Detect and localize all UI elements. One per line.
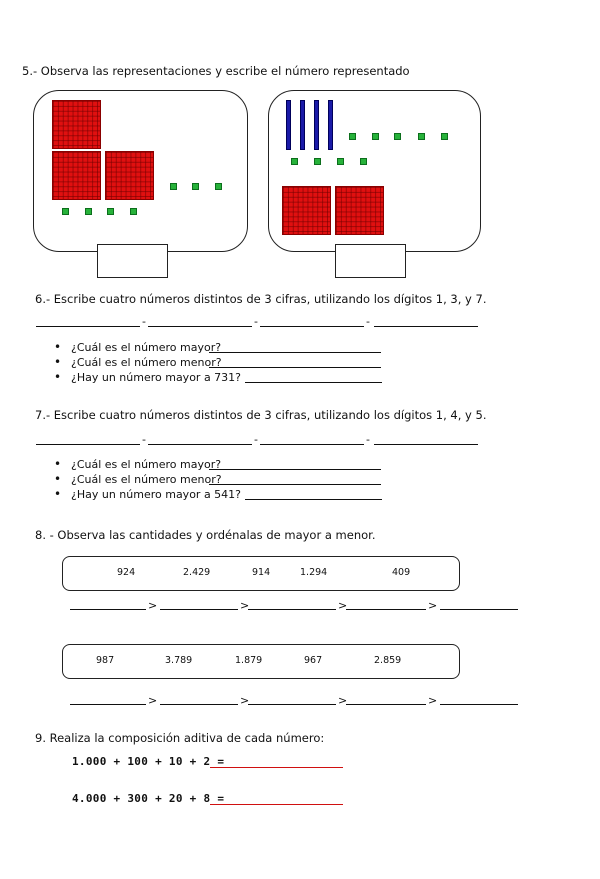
answer-line[interactable] [260, 444, 364, 445]
answer-line[interactable] [374, 326, 478, 327]
answer-line[interactable] [440, 704, 518, 705]
number: 2.429 [183, 567, 211, 578]
unit-cube [394, 133, 401, 140]
answer-line[interactable] [209, 352, 381, 353]
greater-than: > [428, 599, 438, 612]
base10-panel-2 [268, 90, 481, 252]
number: 409 [392, 567, 411, 578]
number: 1.294 [300, 567, 328, 578]
bullet-question: • ¿Cuál es el número mayor? [71, 458, 221, 471]
bullet-question: • ¿Cuál es el número menor? [71, 473, 222, 486]
answer-line[interactable] [70, 704, 146, 705]
q6-title: 6.- Escribe cuatro números distintos de 3 cifras, utilizando los dígitos 1, 3, y 7. [35, 292, 487, 306]
hundred-block [282, 186, 331, 235]
number: 3.789 [165, 655, 193, 666]
hundred-block [52, 151, 101, 200]
ten-rod [328, 100, 333, 150]
answer-line[interactable] [148, 444, 252, 445]
answer-line[interactable] [374, 444, 478, 445]
answer-line[interactable] [248, 609, 336, 610]
unit-cube [62, 208, 69, 215]
answer-line[interactable] [209, 484, 381, 485]
q9-title: 9. Realiza la composición aditiva de cada número: [35, 731, 325, 745]
unit-cube [441, 133, 448, 140]
unit-cube [360, 158, 367, 165]
separator: - [254, 315, 258, 328]
answer-line[interactable] [245, 382, 382, 383]
separator: - [366, 433, 370, 446]
unit-cube [291, 158, 298, 165]
unit-cube [337, 158, 344, 165]
separator: - [142, 433, 146, 446]
hundred-block [52, 100, 101, 149]
unit-cube [85, 208, 92, 215]
answer-line[interactable] [248, 704, 336, 705]
greater-than: > [338, 694, 348, 707]
answer-box-1[interactable] [97, 244, 168, 278]
greater-than: > [148, 694, 158, 707]
greater-than: > [148, 599, 158, 612]
bullet-question: • ¿Cuál es el número mayor? [71, 341, 221, 354]
hundred-block [105, 151, 154, 200]
answer-line[interactable] [440, 609, 518, 610]
ten-rod [286, 100, 291, 150]
answer-line[interactable] [210, 804, 343, 805]
answer-line[interactable] [209, 469, 381, 470]
unit-cube [418, 133, 425, 140]
number: 967 [304, 655, 323, 666]
unit-cube [107, 208, 114, 215]
unit-cube [130, 208, 137, 215]
answer-line[interactable] [210, 767, 343, 768]
unit-cube [170, 183, 177, 190]
answer-line[interactable] [70, 609, 146, 610]
unit-cube [192, 183, 199, 190]
greater-than: > [338, 599, 348, 612]
bullet-question: • ¿Cuál es el número menor? [71, 356, 222, 369]
greater-than: > [428, 694, 438, 707]
greater-than: > [240, 694, 250, 707]
answer-line[interactable] [260, 326, 364, 327]
number: 2.859 [374, 655, 402, 666]
number: 987 [96, 655, 115, 666]
hundred-block [335, 186, 384, 235]
answer-line[interactable] [148, 326, 252, 327]
answer-line[interactable] [346, 609, 426, 610]
bullet-question: • ¿Hay un número mayor a 541? [71, 488, 241, 501]
q7-title: 7.- Escribe cuatro números distintos de 3 cifras, utilizando los dígitos 1, 4, y 5. [35, 408, 487, 422]
ten-rod [300, 100, 305, 150]
answer-box-2[interactable] [335, 244, 406, 278]
additive-composition: 1.000 + 100 + 10 + 2 = [72, 755, 225, 768]
number-set-2-box [62, 644, 460, 679]
answer-line[interactable] [160, 609, 238, 610]
greater-than: > [240, 599, 250, 612]
q5-title: 5.- Observa las representaciones y escribe el número representado [22, 64, 410, 78]
answer-line[interactable] [36, 326, 140, 327]
answer-line[interactable] [209, 367, 381, 368]
separator: - [142, 315, 146, 328]
number: 914 [252, 567, 271, 578]
answer-line[interactable] [245, 499, 382, 500]
answer-line[interactable] [346, 704, 426, 705]
bullet-question: • ¿Hay un número mayor a 731? [71, 371, 241, 384]
base10-panel-1 [33, 90, 248, 252]
q8-title: 8. - Observa las cantidades y ordénalas de mayor a menor. [35, 528, 376, 542]
answer-line[interactable] [36, 444, 140, 445]
number: 1.879 [235, 655, 263, 666]
number-set-1-box [62, 556, 460, 591]
separator: - [366, 315, 370, 328]
number: 924 [117, 567, 136, 578]
additive-composition: 4.000 + 300 + 20 + 8 = [72, 792, 225, 805]
ten-rod [314, 100, 319, 150]
unit-cube [215, 183, 222, 190]
unit-cube [372, 133, 379, 140]
answer-line[interactable] [160, 704, 238, 705]
separator: - [254, 433, 258, 446]
unit-cube [314, 158, 321, 165]
unit-cube [349, 133, 356, 140]
